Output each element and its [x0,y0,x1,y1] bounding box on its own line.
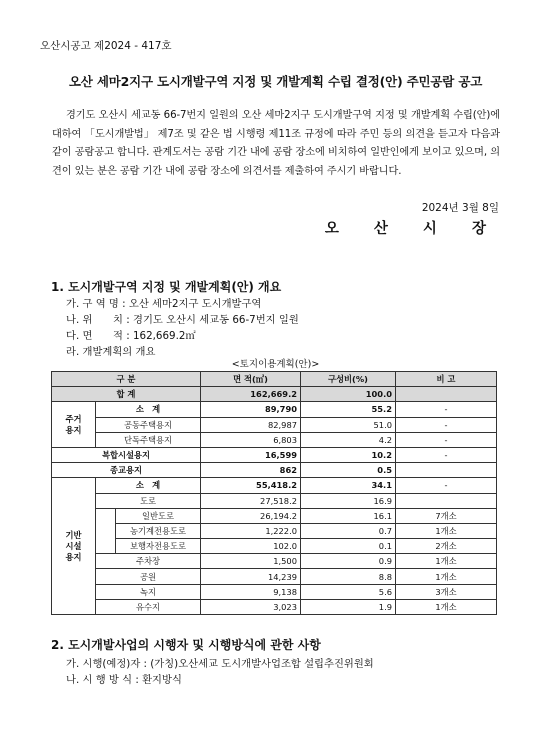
header-note: 비 고 [396,372,497,387]
info-implementer: 가. 시행(예정)자 : (가칭)오산세교 도시개발사업조합 설립추진위원회 [66,658,374,670]
section2-heading: 2. 도시개발사업의 시행자 및 시행방식에 관한 사항 [51,638,321,652]
info-district-name: 가. 구 역 명 : 오산 세마2지구 도시개발구역 [66,298,262,310]
table-row: 종교용지 862 0.5 [52,463,497,478]
table-row: 공동주택용지 82,987 51.0 - [52,417,497,432]
table-row: 단독주택용지 6,803 4.2 - [52,432,497,447]
table-row: 기반 시설 용지 소 계 55,418.2 34.1 - [52,478,497,493]
group-residential: 주거 용지 [52,402,96,448]
info-location: 나. 위 치 : 경기도 오산시 세교동 66-7번지 일원 [66,314,299,326]
table-row: 도로 27,518.2 16.9 [52,493,497,508]
info-plan-overview: 라. 개발계획의 개요 [66,346,156,358]
table-row: 공원 14,239 8.8 1개소 [52,569,497,584]
table-row: 주거 용지 소 계 89,790 55.2 - [52,402,497,417]
notice-number: 오산시공고 제2024 - 417호 [40,40,172,52]
intro-paragraph: 경기도 오산시 세교동 66-7번지 일원의 오산 세마2지구 도시개발구역 지정 및 개발계획 수립(안)에 대하여 「도시개발법」 제7조 및 같은 법 시행령 제11조 규정에 따라 주민 등의 의견을 듣고자 다음과 같이 공람공고 합니다. 관계도서는 공람 기간 내에 공람 장소에 비치하여 일반인에게 보이고 있으며, 의견이 있는 분은 공람 기간 내에 공람 장소에 의견서를 제출하여 주시기 바랍니다. [52,110,500,177]
land-use-table [51,371,497,615]
table-header-row [52,372,497,387]
header-area: 면 적(㎡) [201,372,301,387]
road-sub-indent [96,508,116,554]
table-row: 녹지 9,138 5.6 3개소 [52,584,497,599]
header-category: 구 분 [52,372,201,387]
section1-heading: 1. 도시개발구역 지정 및 개발계획(안) 개요 [51,280,282,294]
total-row: 합 계 162,669.2 100.0 [52,387,497,402]
document-title: 오산 세마2지구 도시개발구역 지정 및 개발계획 수립 결정(안) 주민공람 공고 [68,74,483,89]
table-row: 주차장 1,500 0.9 1개소 [52,554,497,569]
table-row: 일반도로 26,194.2 16.1 7개소 [52,508,497,523]
header-ratio: 구성비(%) [301,372,396,387]
notice-date: 2024년 3월 8일 [421,202,499,214]
table-row: 유수지 3,023 1.9 1개소 [52,599,497,614]
table-row: 복합시설용지 16,599 10.2 - [52,447,497,462]
info-method: 나. 시 행 방 식 : 환지방식 [66,674,182,686]
table-row: 보행자전용도로 102.0 0.1 2개소 [52,539,497,554]
issuer-name: 오 산 시 장 [324,221,501,237]
table-row: 농기계전용도로 1,222.0 0.7 1개소 [52,523,497,538]
group-infrastructure: 기반 시설 용지 [52,478,96,615]
info-area: 다. 면 적 : 162,669.2㎡ [66,330,196,342]
table-caption: <토지이용계획(안)> [231,359,320,370]
